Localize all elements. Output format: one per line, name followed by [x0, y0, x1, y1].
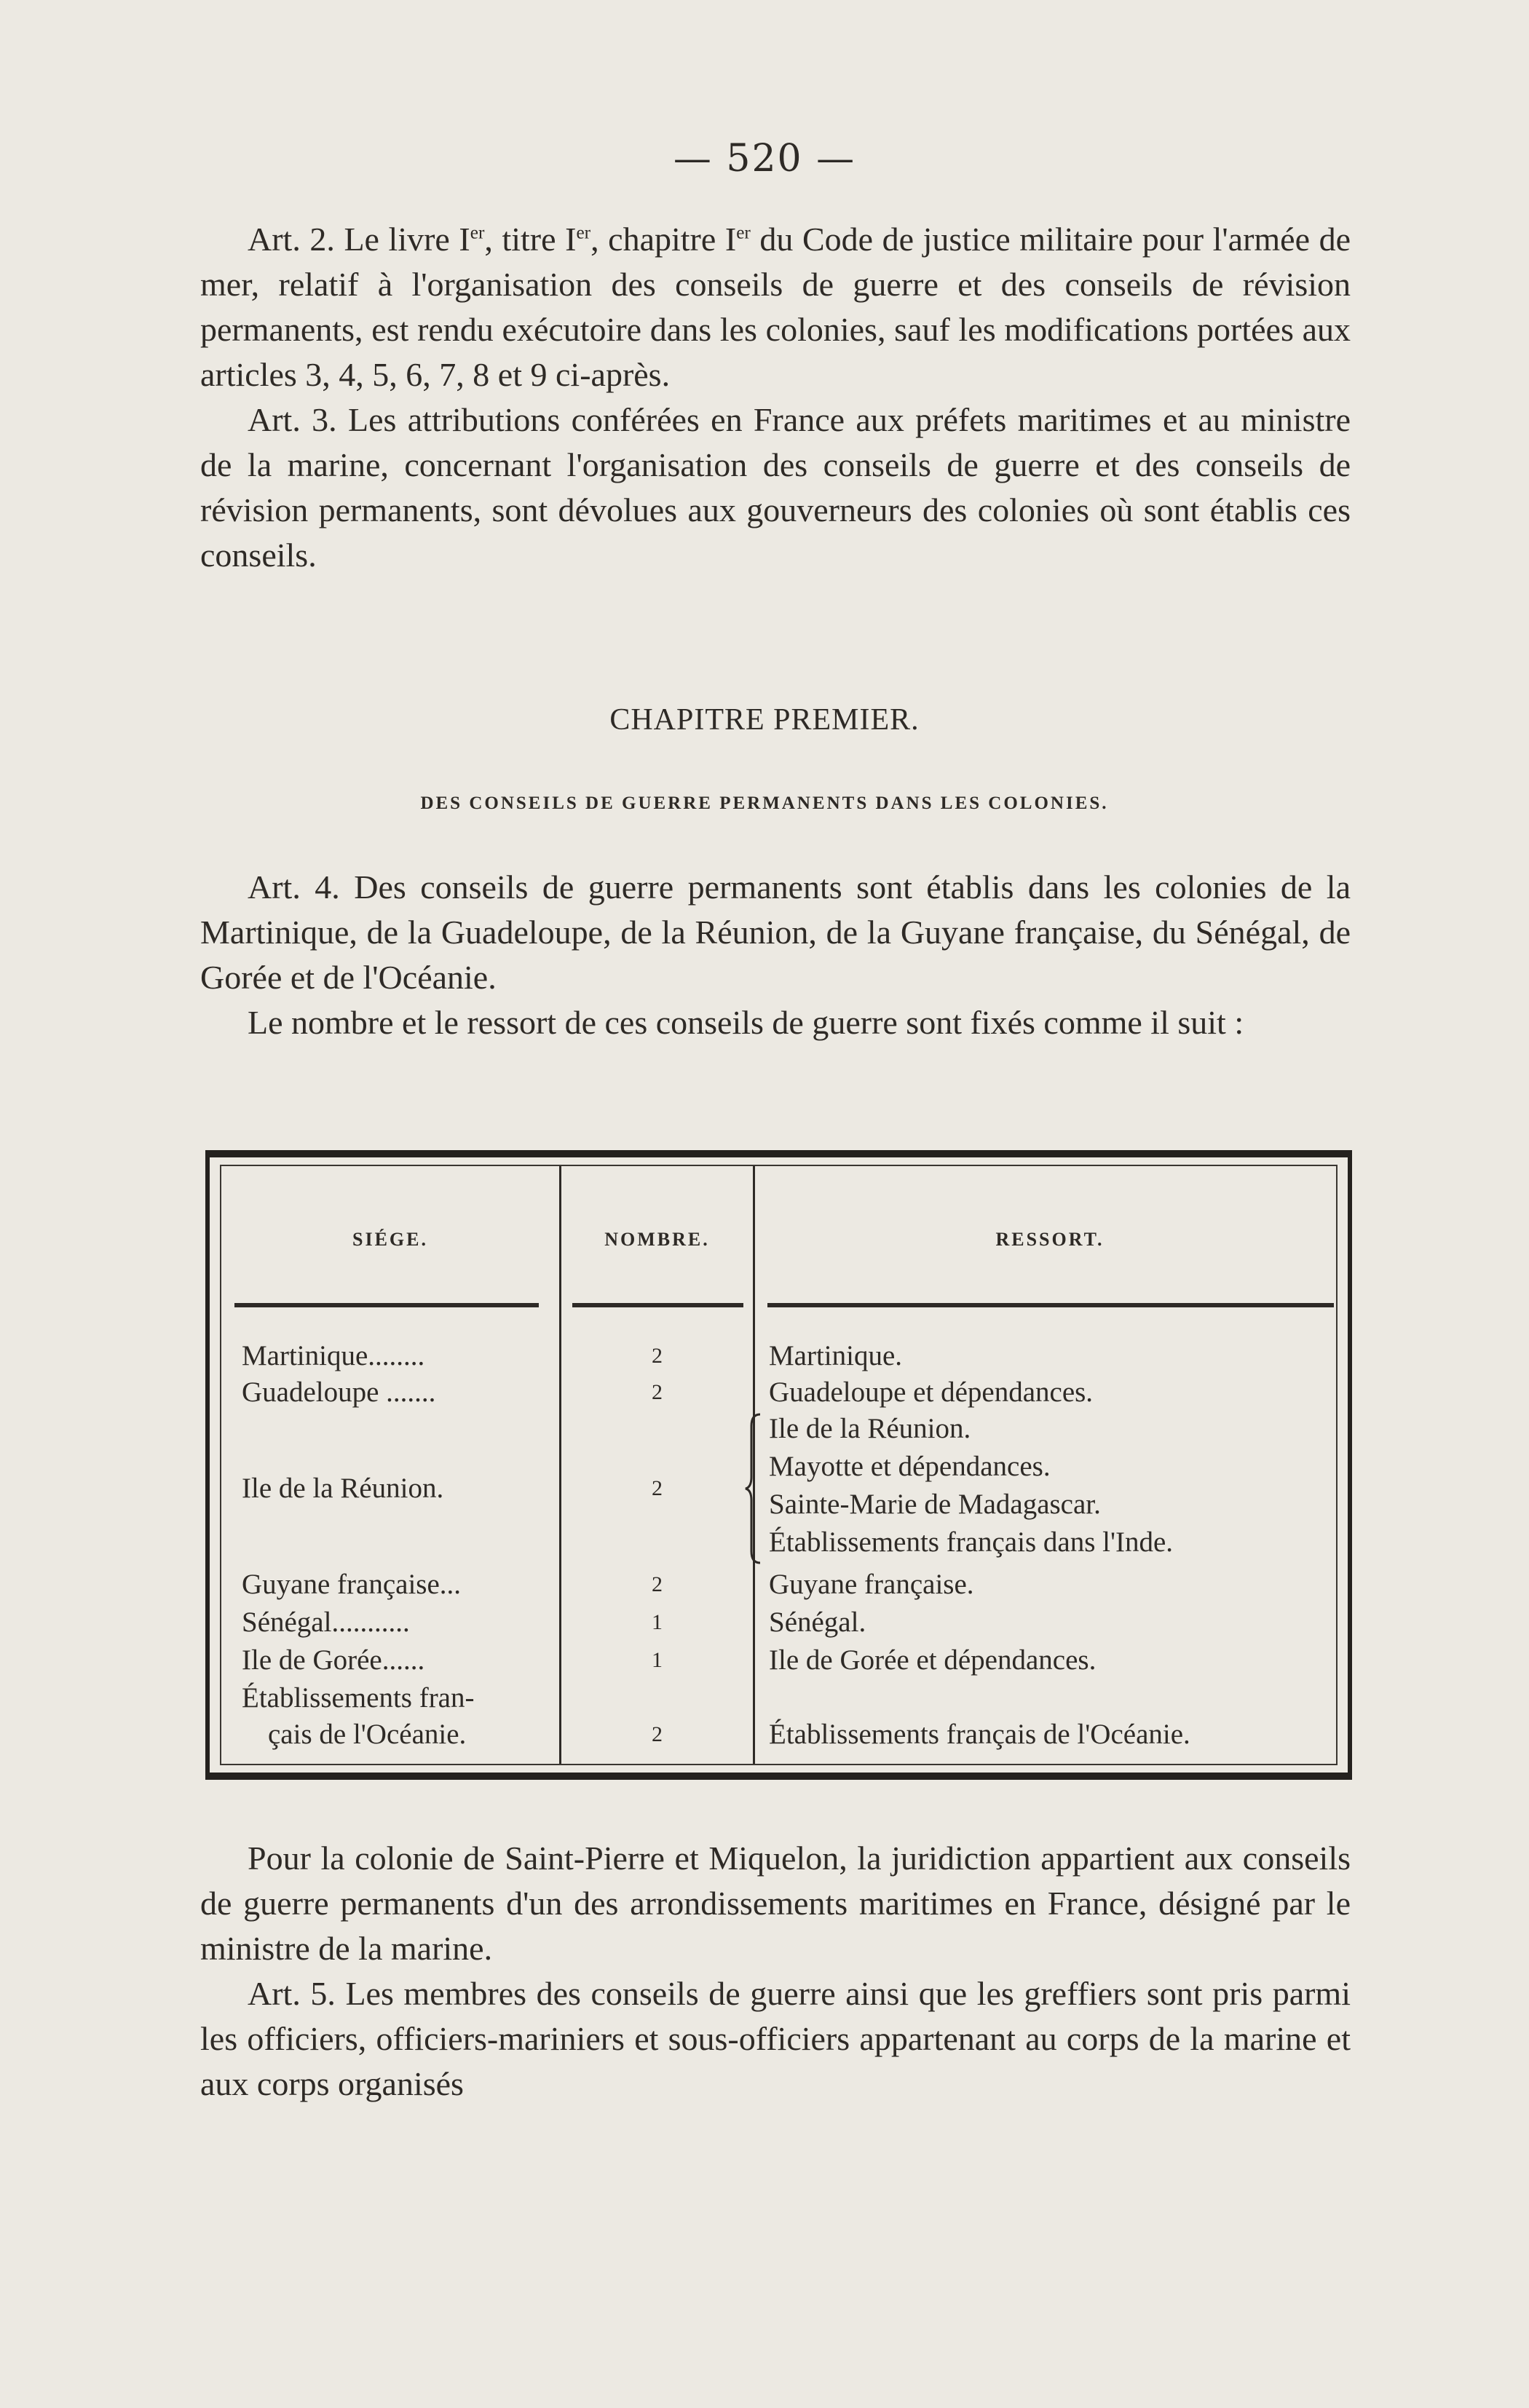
paragraph-art-2: Art. 2. Le livre Ier, titre Ier, chapitre Ier du Code de justice militaire pour l'armée de mer, relatif à l'organisation des conseils de guerre et des conseils de révision permanents, est rendu exécutoire dans les colonies, sauf les modifications portées aux articles 3, 4, 5, 6, 7, 8 et 9 ci-après.: [200, 221, 1351, 393]
table-cell-ressort: Guyane française.: [769, 1569, 974, 1600]
paragraph-art-3: Art. 3. Les attributions conférées en France aux préfets maritimes et au ministre de la marine, concernant l'organisation des conseils de guerre et des conseils de révision permanents, sont dévolues aux gouverneurs des colonies où sont établis ces conseils.: [200, 401, 1351, 574]
table-cell-nombre: 2: [652, 1722, 663, 1746]
header-siege: SIÉGE.: [352, 1229, 428, 1250]
paragraph-table-intro: Le nombre et le ressort de ces conseils de guerre sont fixés comme il suit :: [248, 1004, 1244, 1041]
table-cell-siege: çais de l'Océanie.: [268, 1719, 467, 1750]
table-cell-siege: Guyane française...: [242, 1569, 462, 1600]
table-cell-nombre: 2: [652, 1344, 663, 1368]
header-rule: [572, 1303, 743, 1307]
table-cell-siege: Martinique........: [242, 1340, 425, 1371]
table-cell-ressort: Mayotte et dépendances.: [769, 1451, 1051, 1482]
header-rule: [767, 1303, 1334, 1307]
chapter-subtitle: DES CONSEILS DE GUERRE PERMANENTS DANS LES COLONIES.: [420, 793, 1109, 813]
table-cell-siege: Établissements fran-: [242, 1682, 475, 1714]
page-number: — 520 —: [673, 137, 856, 181]
middle-text-block: [200, 865, 1351, 1045]
table-cell-nombre: 2: [652, 1572, 663, 1596]
paragraph-art-5: Art. 5. Les membres des conseils de guerre ainsi que les greffiers sont pris parmi les officiers, officiers-mariniers et sous-officiers appartenant au corps de la marine et aux corps organisés: [200, 1975, 1351, 2102]
brace-icon: [744, 1411, 766, 1566]
table-cell-nombre: 1: [652, 1610, 663, 1634]
table-body: [220, 1165, 1338, 1765]
table-cell-nombre: 2: [652, 1476, 663, 1500]
table-cell-ressort: Établissements français dans l'Inde.: [769, 1526, 1174, 1558]
bottom-text-block: [200, 1836, 1351, 2107]
table-cell-nombre: 1: [652, 1648, 663, 1672]
header-ressort: RESSORT.: [995, 1229, 1105, 1250]
table-cell-ressort: Ile de la Réunion.: [769, 1413, 971, 1444]
table-cell-ressort: Martinique.: [769, 1340, 903, 1371]
header-rule: [234, 1303, 539, 1307]
chapter-title: CHAPITRE PREMIER.: [609, 703, 920, 737]
ressort-table: [205, 1150, 1352, 1780]
table-cell-ressort: Sénégal.: [769, 1607, 866, 1638]
table-cell-siege: Ile de la Réunion.: [242, 1473, 444, 1504]
table-cell-ressort: Ile de Gorée et dépendances.: [769, 1644, 1097, 1676]
table-cell-ressort: Établissements français de l'Océanie.: [769, 1719, 1190, 1750]
table-cell-ressort: Sainte-Marie de Madagascar.: [769, 1489, 1101, 1520]
table-cell-ressort: Guadeloupe et dépendances.: [769, 1377, 1094, 1408]
paragraph-saint-pierre: Pour la colonie de Saint-Pierre et Miquelon, la juridiction appartient aux conseils de guerre permanents d'un des arrondissements maritimes en France, désigné par le ministre de la marine.: [200, 1839, 1351, 1967]
table-cell-siege: Ile de Gorée......: [242, 1644, 425, 1676]
table-cell-siege: Guadeloupe .......: [242, 1377, 436, 1408]
table-cell-siege: Sénégal...........: [242, 1607, 410, 1638]
top-text-block: [200, 217, 1351, 578]
paragraph-art-4: Art. 4. Des conseils de guerre permanents sont établis dans les colonies de la Martinique, de la Guadeloupe, de la Réunion, de la Guyane française, du Sénégal, de Gorée et de l'Océanie.: [200, 868, 1351, 996]
header-nombre: NOMBRE.: [604, 1229, 710, 1250]
table-cell-nombre: 2: [652, 1380, 663, 1404]
